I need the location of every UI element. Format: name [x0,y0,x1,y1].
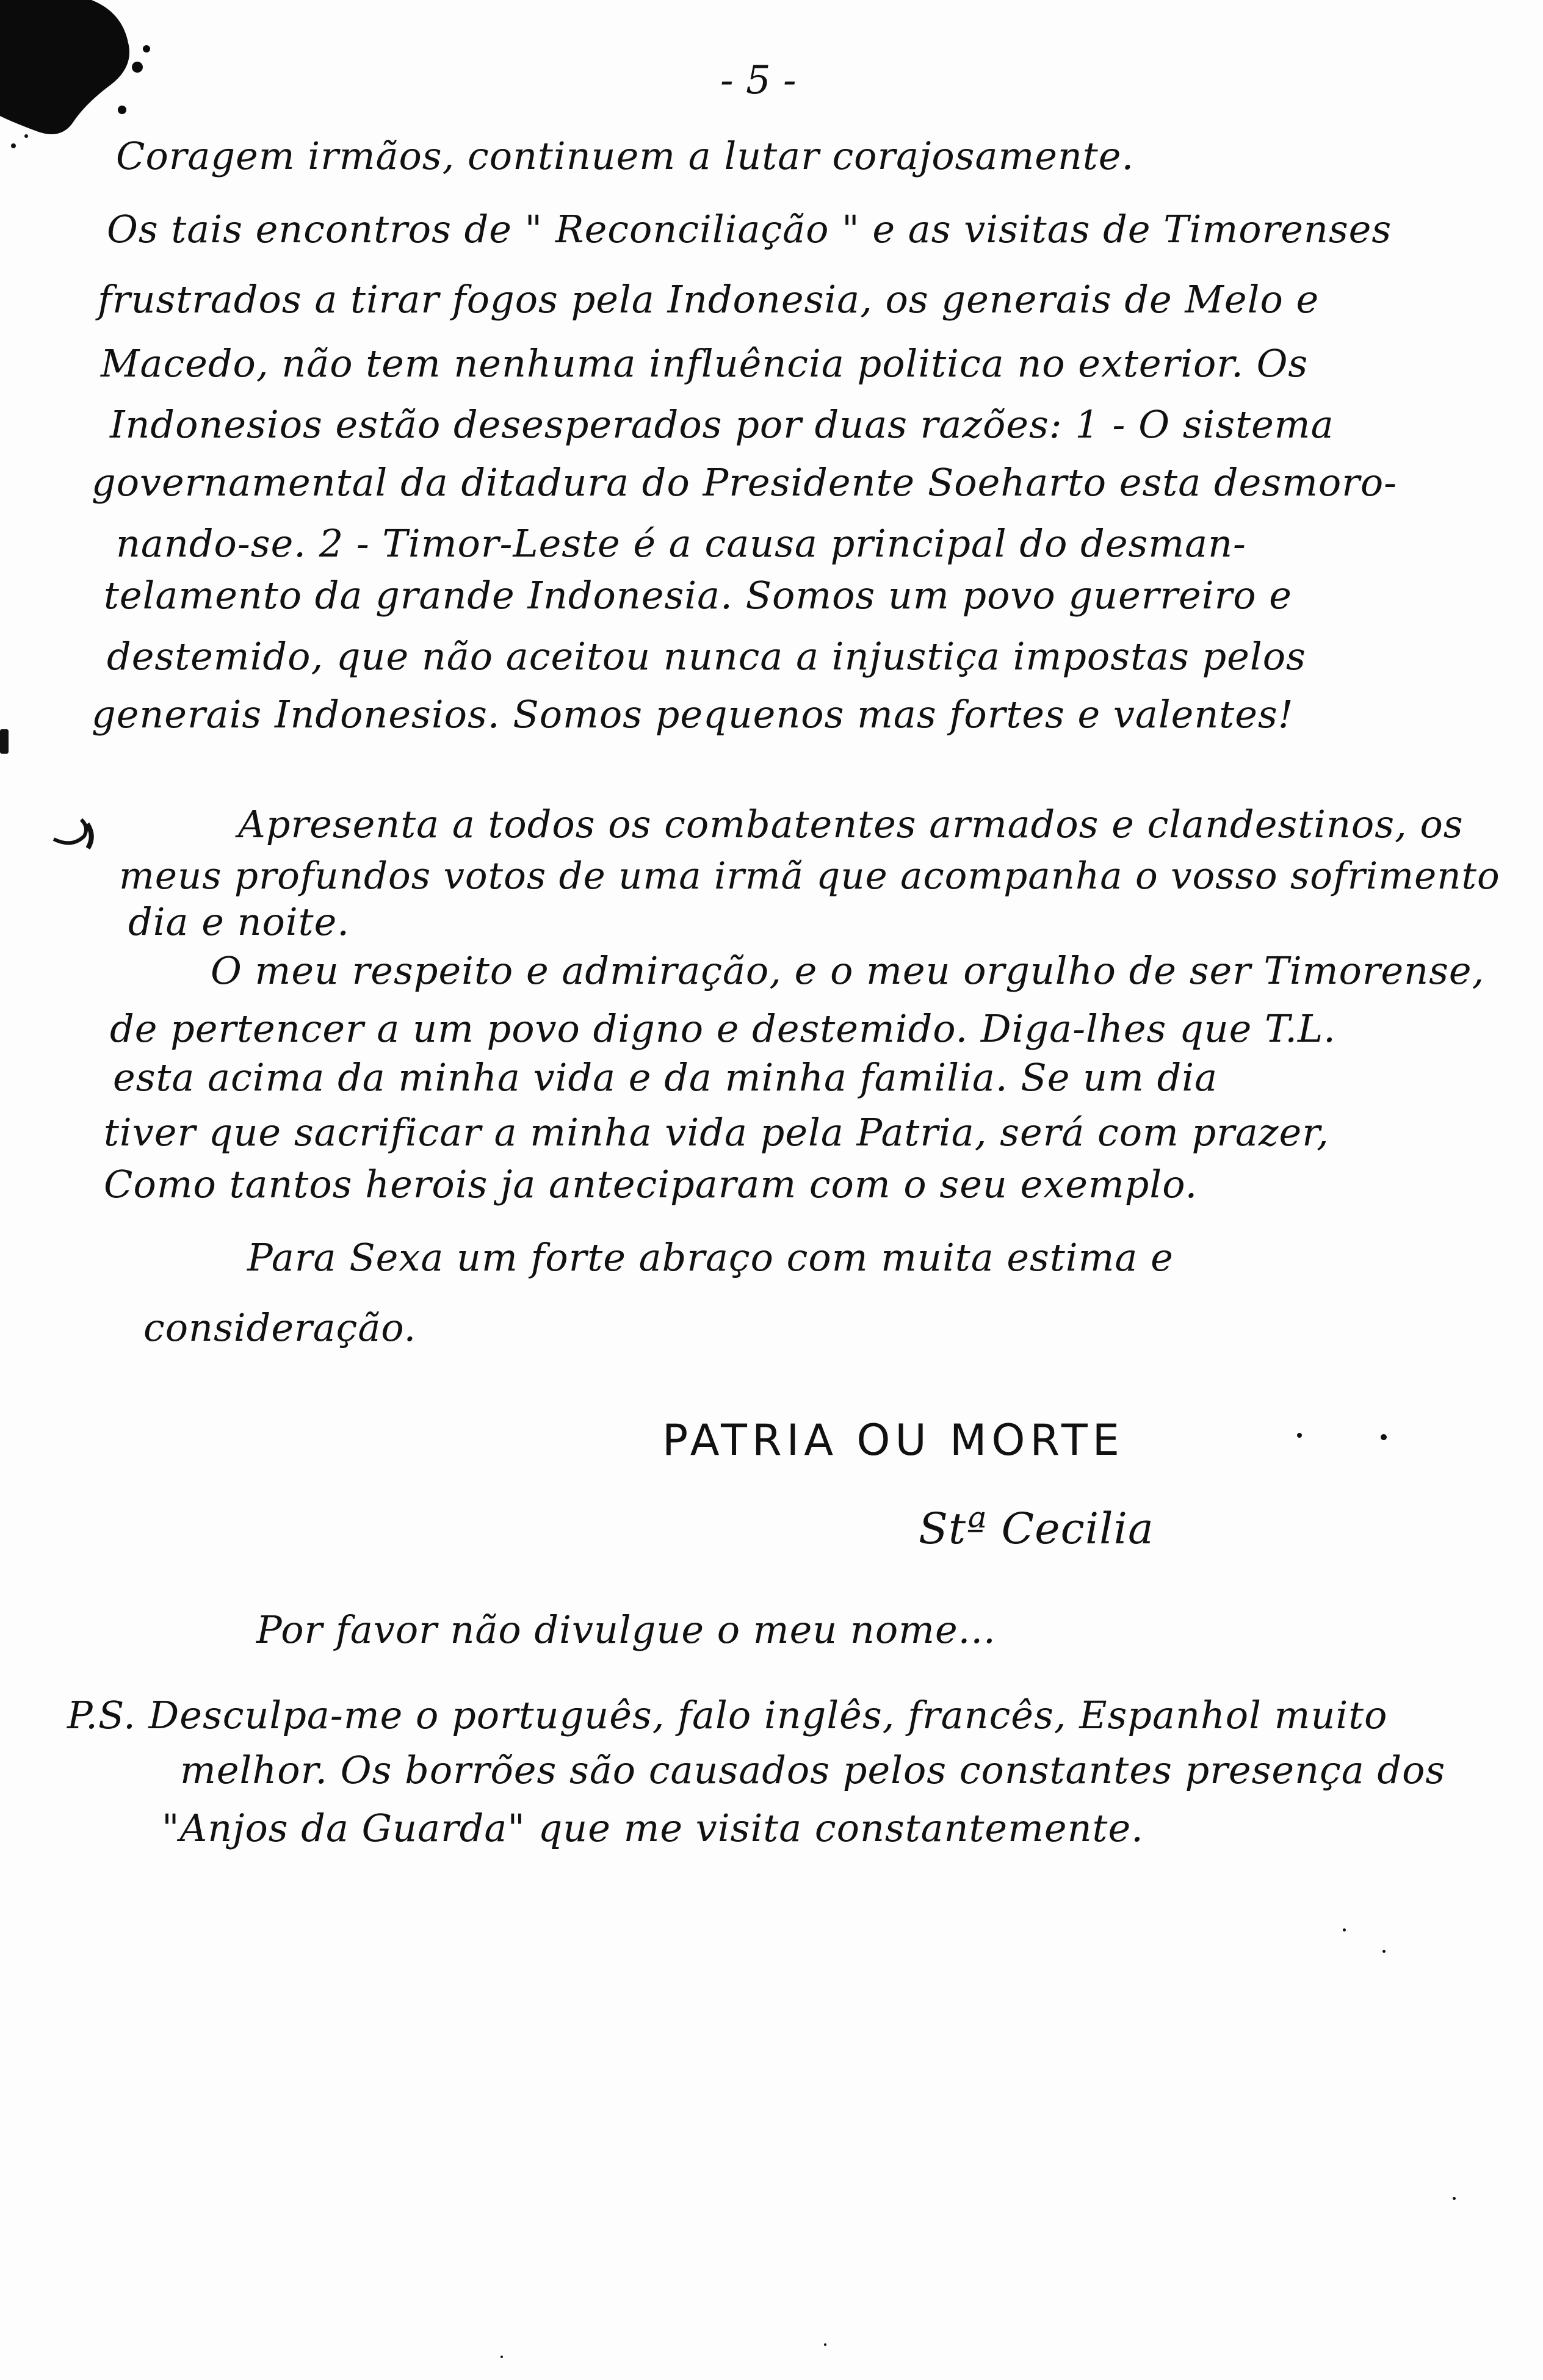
text-line: Coragem irmãos, continuem a lutar corajosamente. [116,134,1135,178]
dot-mark [24,134,28,138]
text-line: meus profundos votos de uma irmã que acompanha o vosso sofrimento [119,854,1500,898]
dot-mark [500,2356,503,2358]
dot-mark [1382,1950,1386,1953]
text-line: Como tantos herois ja anteciparam com o seu exemplo. [104,1162,1198,1206]
signature: Stª Cecilia [919,1504,1154,1554]
text-line: nando-se. 2 - Timor-Leste é a causa principal do desman- [116,521,1246,566]
text-line: dia e noite. [128,900,350,944]
postscript-line: P.S. Desculpa-me o português, falo inglês, francês, Espanhol muito [67,1693,1388,1737]
dot-mark [11,143,16,148]
text-line: Apresenta a todos os combatentes armados e clandestinos, os [238,802,1464,846]
dot-mark [1297,1433,1302,1438]
text-line: Para Sexa um forte abraço com muita estima e [247,1235,1174,1280]
postscript-line: melhor. Os borrões são causados pelos constantes presença dos [180,1748,1446,1792]
text-line: esta acima da minha vida e da minha familia. Se um dia [113,1055,1218,1100]
text-line: generais Indonesios. Somos pequenos mas fortes e valentes! [92,692,1294,737]
ink-blot [0,0,159,146]
text-line: Macedo, não tem nenhuma influência politica no exterior. Os [101,341,1309,386]
text-line: O meu respeito e admiração, e o meu orgulho de ser Timorense, [211,948,1485,993]
margin-mark [0,729,9,754]
margin-hook-mark [48,815,103,857]
dot-mark [824,2343,826,2346]
dot-mark [1343,1928,1346,1931]
text-line: governamental da ditadura do Presidente Soeharto esta desmoro- [92,460,1398,505]
postscript-line: "Anjos da Guarda" que me visita constantemente. [162,1806,1144,1850]
text-line: Por favor não divulgue o meu nome... [256,1607,996,1652]
text-line: destemido, que não aceitou nunca a injustiça impostas pelos [107,634,1306,679]
text-line: de pertencer a um povo digno e destemido. Diga-lhes que T.L. [110,1006,1336,1051]
text-line: Os tais encontros de " Reconciliação " e as visitas de Timorenses [107,207,1392,251]
text-line: telamento da grande Indonesia. Somos um povo guerreiro e [104,573,1292,618]
page-number: - 5 - [720,58,797,103]
dot-mark [1453,2197,1456,2200]
text-line: consideração. [143,1305,417,1350]
closing-motto: PATRIA OU MORTE [662,1415,1124,1465]
dot-mark [1381,1434,1387,1440]
text-line: frustrados a tirar fogos pela Indonesia, os generais de Melo e [98,277,1320,322]
text-line: Indonesios estão desesperados por duas razões: 1 - O sistema [110,402,1334,447]
text-line: tiver que sacrificar a minha vida pela Patria, será com prazer, [104,1110,1329,1155]
